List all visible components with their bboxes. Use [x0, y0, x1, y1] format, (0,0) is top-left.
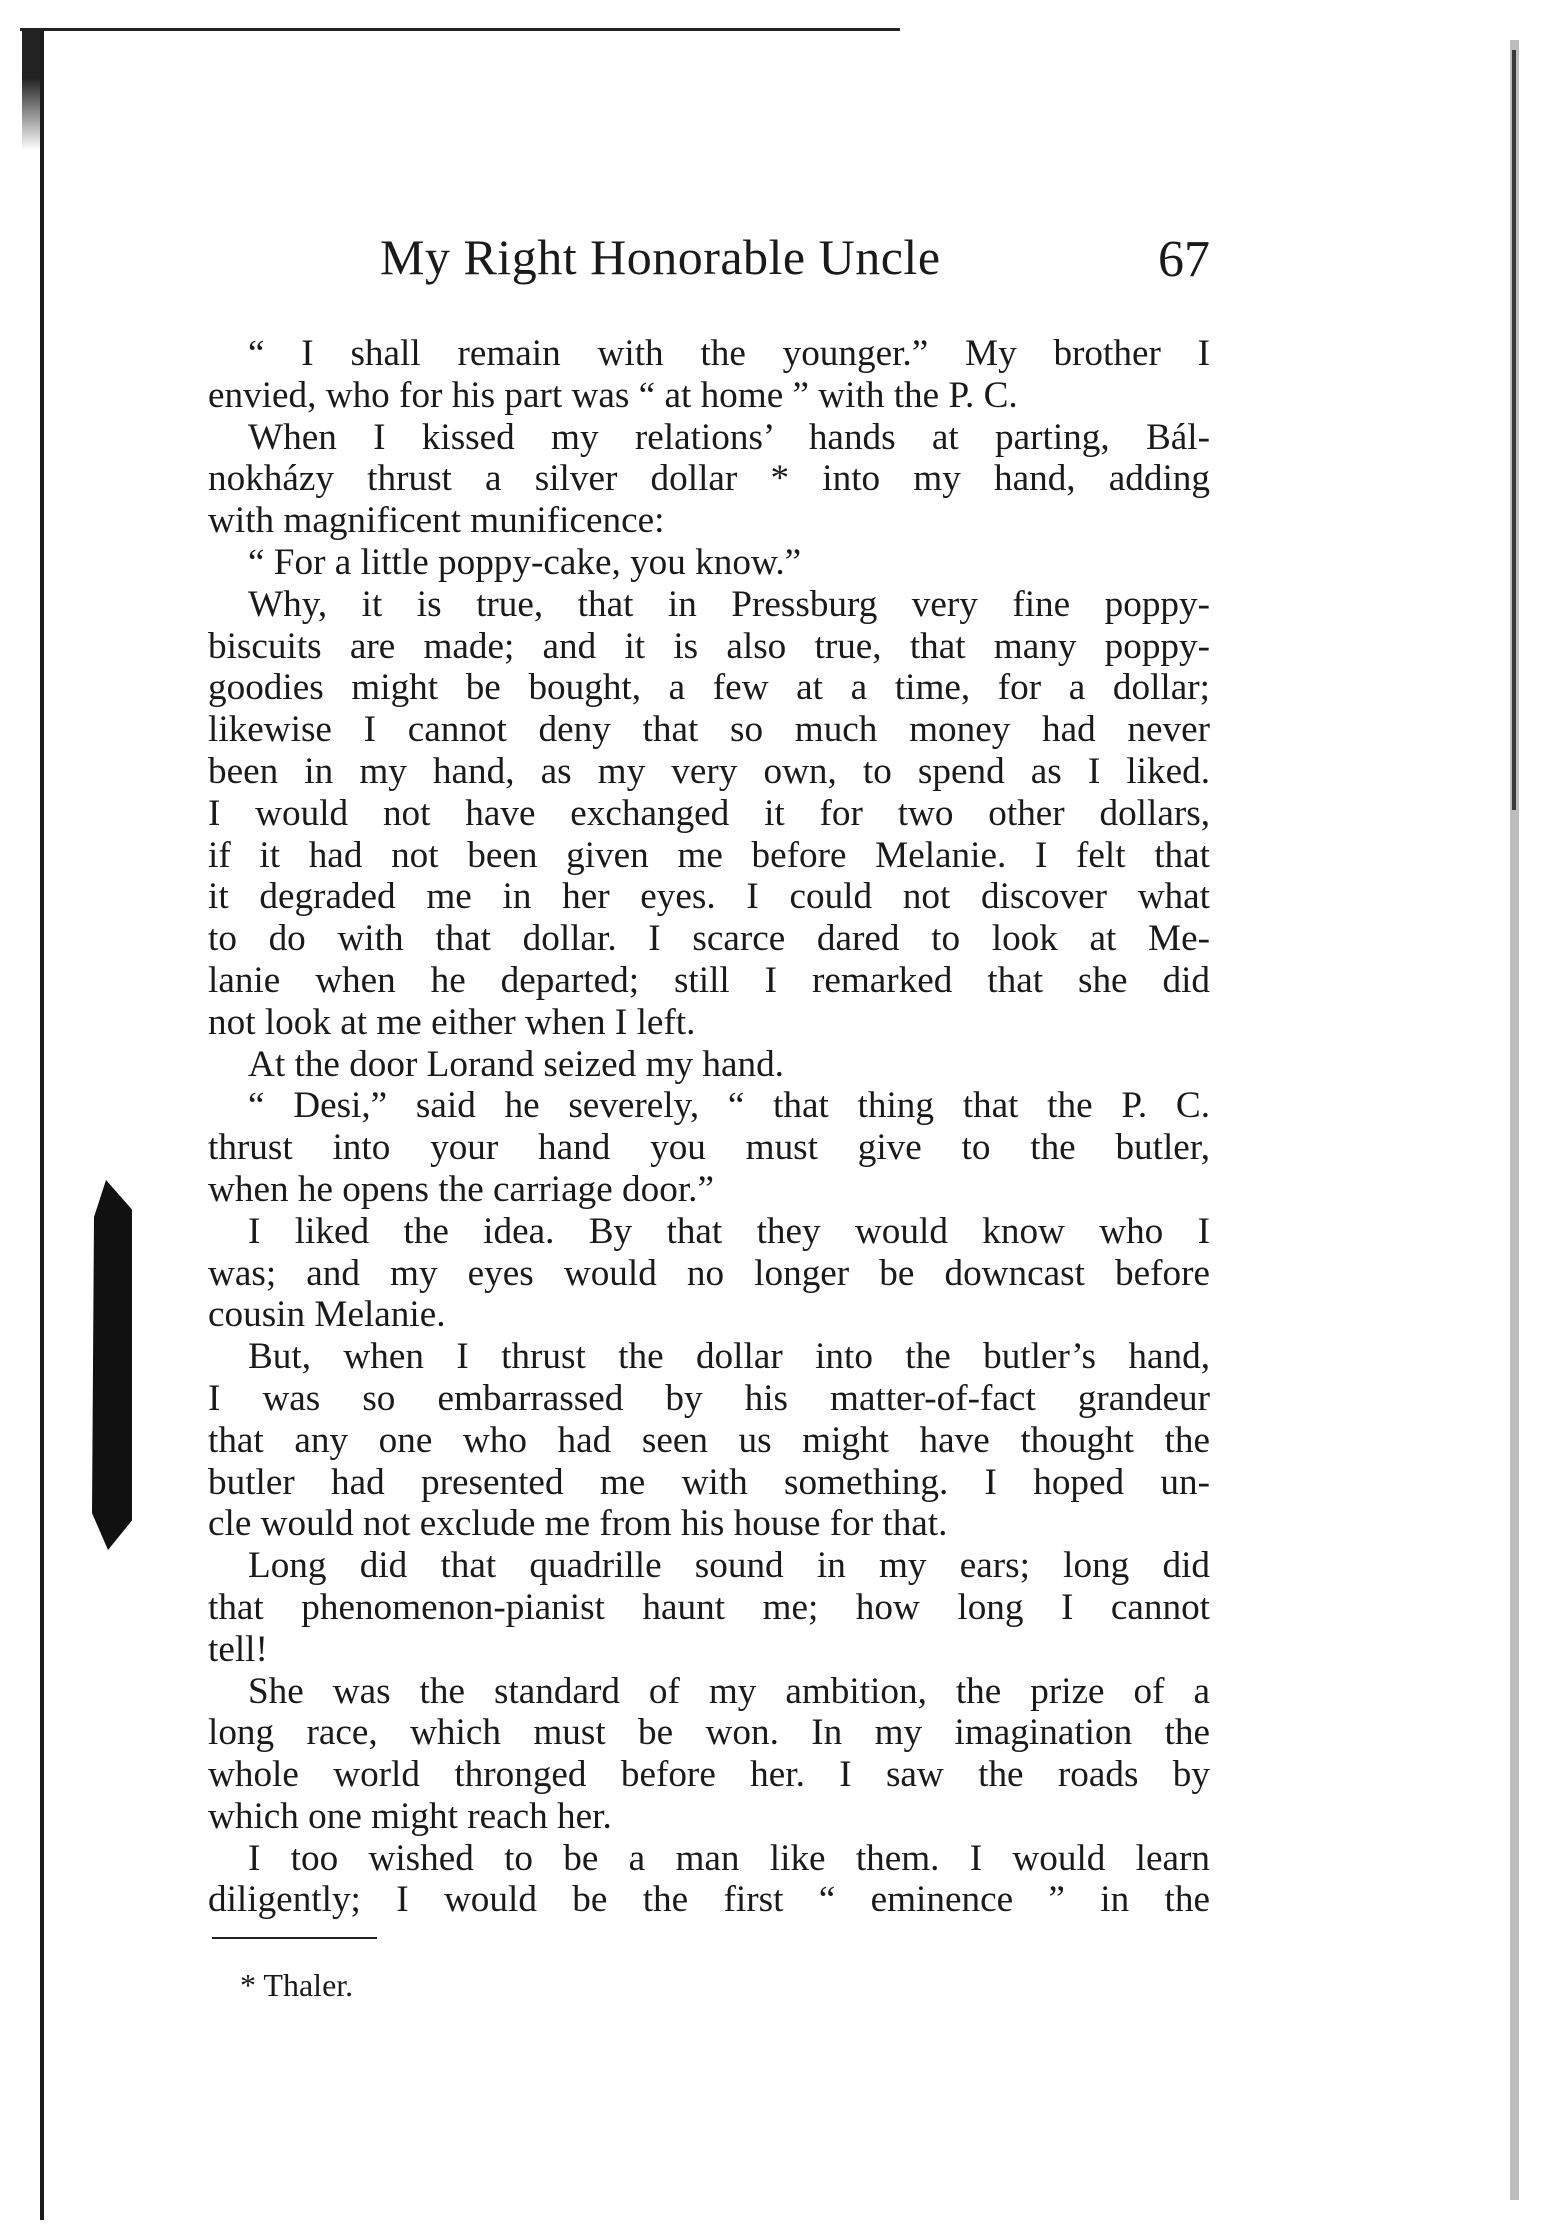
text-line: likewise I cannot deny that so much money had never: [208, 709, 1210, 751]
text-line: “ For a little poppy-cake, you know.”: [248, 541, 802, 583]
text-line: I liked the idea. By that they would know who I: [248, 1210, 1210, 1252]
text-line: tell!: [208, 1628, 268, 1670]
text-line: envied, who for his part was “ at home ” with the P. C.: [208, 374, 1018, 416]
text-line: I would not have exchanged it for two other dollars,: [208, 792, 1210, 834]
footnote: * Thaler.: [240, 1967, 354, 2003]
text-line: that phenomenon-pianist haunt me; how long I cannot: [208, 1586, 1210, 1628]
text-line: goodies might be bought, a few at a time, for a dollar;: [208, 667, 1210, 709]
text-line: it degraded me in her eyes. I could not discover what: [208, 876, 1210, 918]
text-line: “ Desi,” said he severely, “ that thing that the P. C.: [248, 1085, 1210, 1127]
text-line: At the door Lorand seized my hand.: [248, 1043, 784, 1085]
text-line: butler had presented me with something. I hoped un-: [208, 1461, 1210, 1503]
text-line: cousin Melanie.: [208, 1294, 446, 1336]
text-line: whole world thronged before her. I saw the roads by: [208, 1754, 1210, 1796]
text-line: with magnificent munificence:: [208, 500, 665, 542]
text-line: long race, which must be won. In my imagination the: [208, 1712, 1210, 1754]
text-line: I was so embarrassed by his matter-of-fact grandeur: [208, 1377, 1210, 1419]
text-line: when he opens the carriage door.”: [208, 1168, 714, 1210]
text-line: biscuits are made; and it is also true, that many poppy-: [208, 625, 1210, 667]
text-line: was; and my eyes would no longer be downcast before: [208, 1252, 1210, 1294]
text-line: nokházy thrust a silver dollar * into my hand, adding: [208, 458, 1210, 500]
text-line: if it had not been given me before Melanie. I felt that: [208, 834, 1210, 876]
text-line: thrust into your hand you must give to the butler,: [208, 1127, 1210, 1169]
scan-left-edge: [40, 30, 44, 2220]
running-title: My Right Honorable Uncle: [380, 229, 941, 285]
binding-shadow-mark: [92, 1180, 132, 1550]
text-line: But, when I thrust the dollar into the butler’s hand,: [248, 1336, 1210, 1378]
page-number: 67: [1158, 231, 1210, 288]
body-text: [208, 333, 1210, 1921]
text-line: “ I shall remain with the younger.” My brother I: [248, 333, 1210, 374]
text-line: to do with that dollar. I scarce dared to look at Me-: [208, 918, 1210, 960]
text-line: been in my hand, as my very own, to spend as I liked.: [208, 750, 1210, 792]
scan-right-edge-shadow: [1512, 50, 1516, 810]
scan-top-edge: [20, 28, 900, 31]
text-line: not look at me either when I left.: [208, 1001, 696, 1043]
footnote-rule: [212, 1937, 377, 1939]
text-line: lanie when he departed; still I remarked that she did: [208, 959, 1210, 1001]
text-line: She was the standard of my ambition, the prize of a: [248, 1670, 1210, 1712]
text-line: cle would not exclude me from his house for that.: [208, 1503, 948, 1545]
text-line: which one might reach her.: [208, 1795, 612, 1837]
text-line: I too wished to be a man like them. I would learn: [248, 1837, 1210, 1879]
text-line: diligently; I would be the first “ eminence ” in the: [208, 1879, 1210, 1921]
page-header: [380, 228, 1210, 298]
text-line: Why, it is true, that in Pressburg very fine poppy-: [248, 583, 1210, 625]
text-line: When I kissed my relations’ hands at parting, Bál-: [248, 416, 1210, 458]
text-line: that any one who had seen us might have thought the: [208, 1419, 1210, 1461]
text-line: Long did that quadrille sound in my ears; long did: [248, 1545, 1210, 1587]
